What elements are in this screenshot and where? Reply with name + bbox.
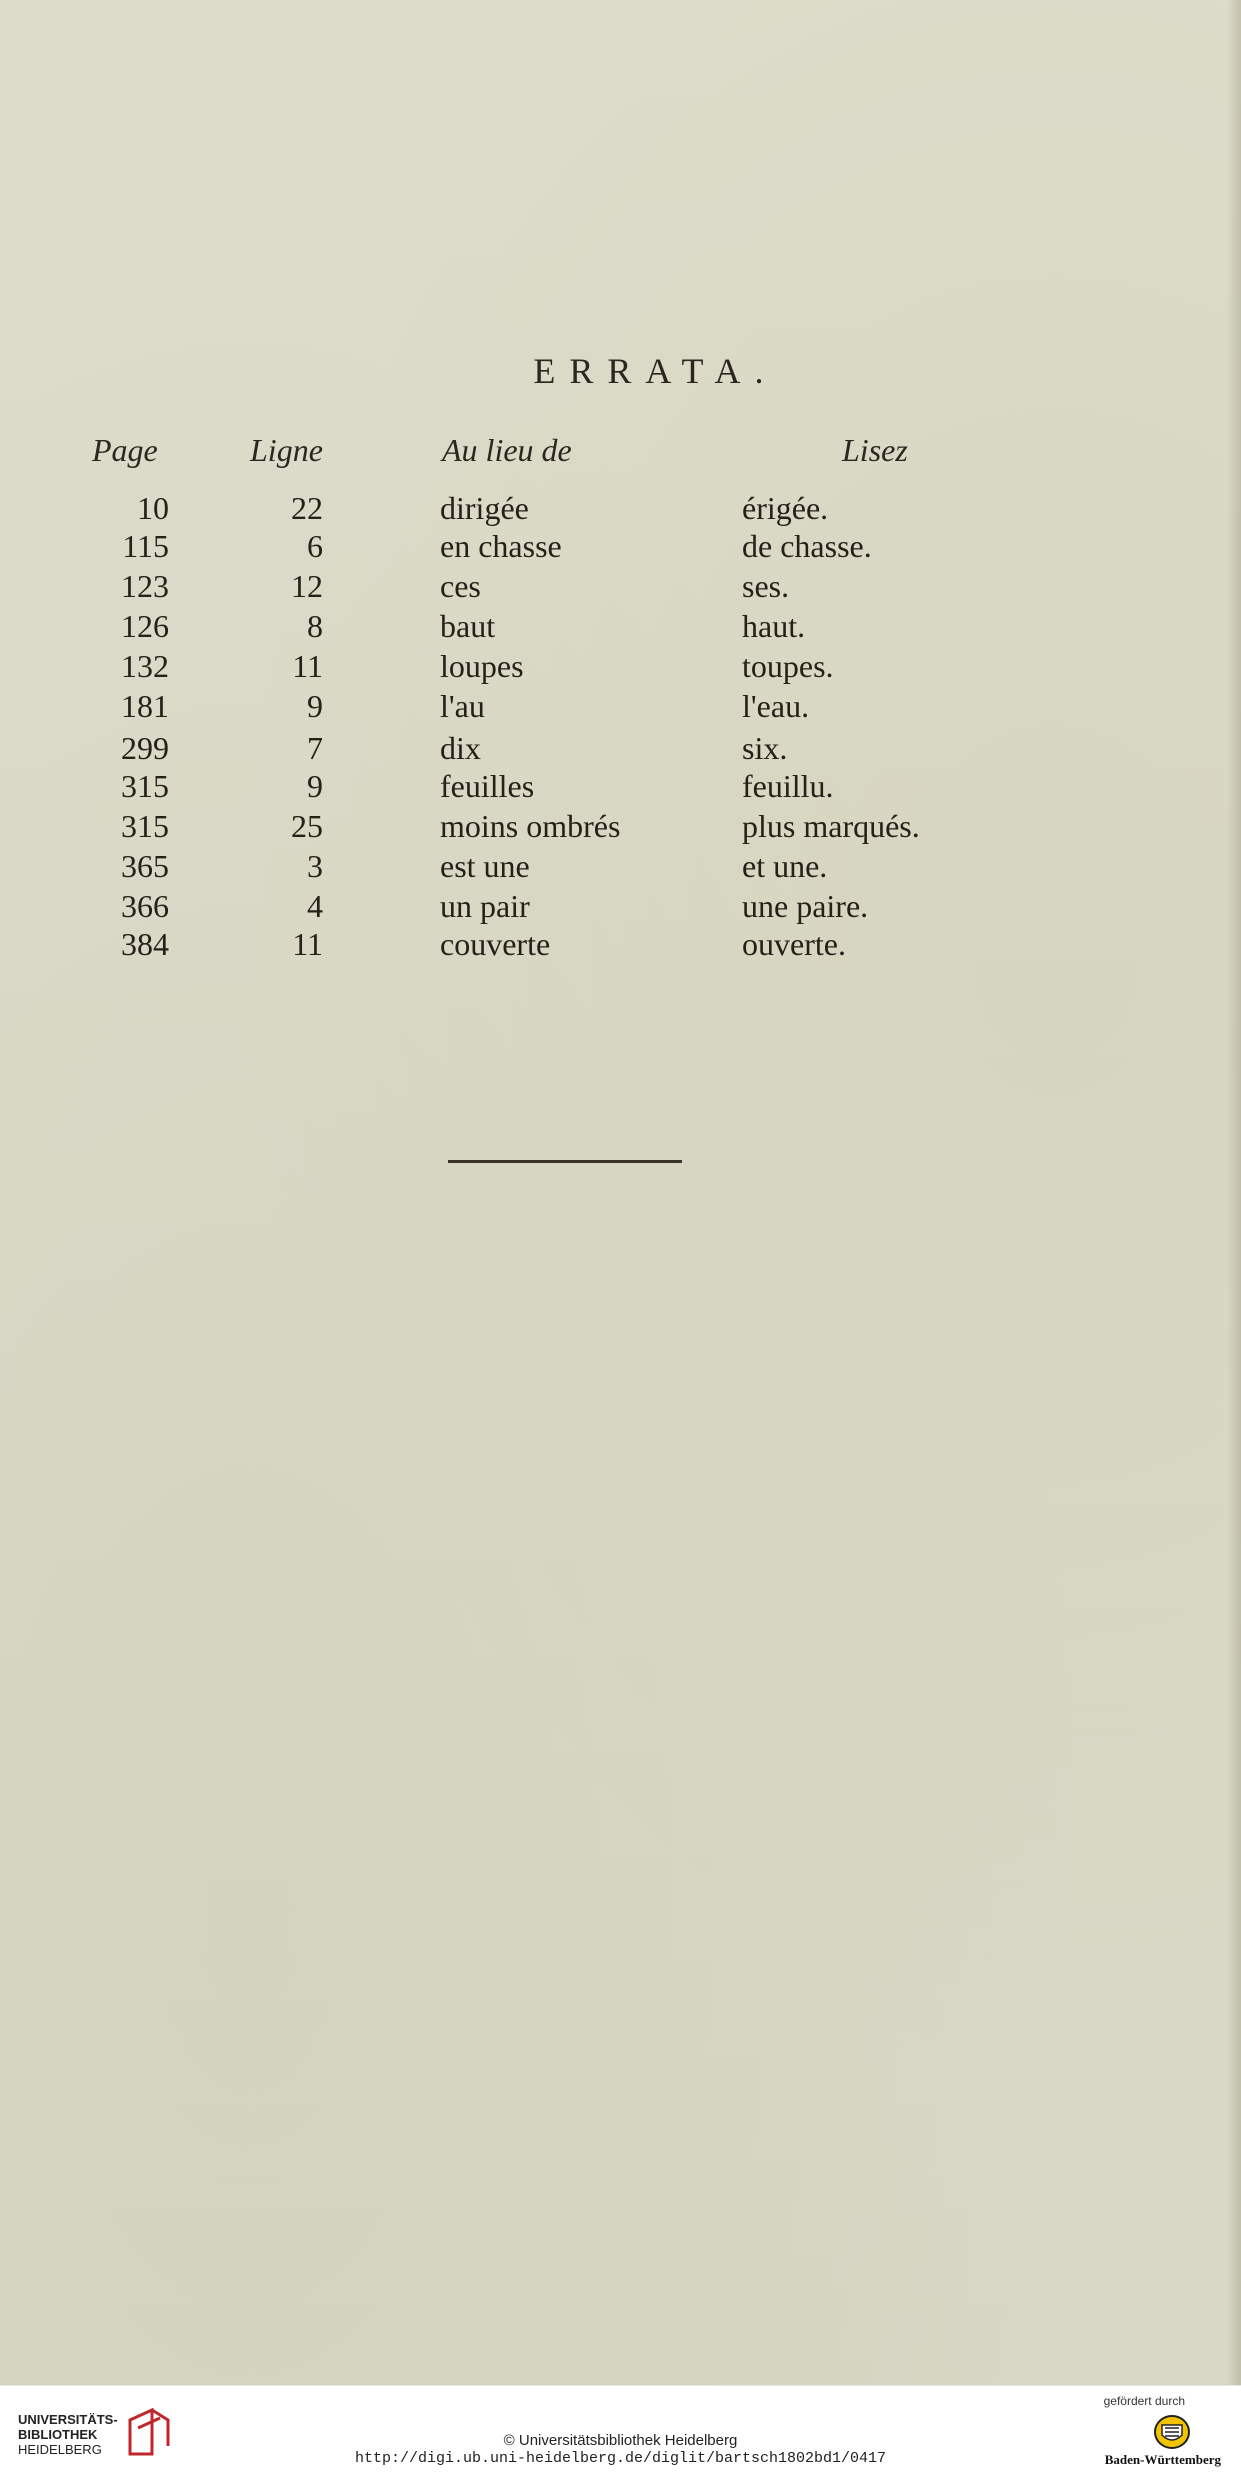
viewer-footer	[0, 2385, 1241, 2472]
errata-lisez-cell: haut.	[742, 608, 806, 644]
errata-row	[0, 886, 1241, 926]
errata-lisez-cell: et une.	[742, 848, 828, 884]
errata-page-cell: 181	[121, 688, 169, 724]
permalink-url[interactable]: http://digi.ub.uni-heidelberg.de/diglit/bartsch1802bd1/0417	[354, 2450, 887, 2467]
errata-ligne-cell: 9	[307, 768, 323, 804]
errata-lisez-cell: six.	[742, 730, 788, 766]
errata-lisez-cell: érigée.	[742, 490, 829, 526]
errata-row	[0, 806, 1241, 846]
errata-ligne-cell: 11	[292, 926, 323, 962]
errata-ligne-cell: 8	[307, 608, 323, 644]
errata-au-lieu-de-cell: moins ombrés	[440, 808, 621, 844]
errata-ligne-cell: 3	[307, 848, 323, 884]
errata-row	[0, 924, 1241, 964]
errata-lisez-cell: feuillu.	[742, 768, 834, 804]
baden-wuerttemberg-logo-icon	[1153, 2414, 1191, 2450]
header-page: Page	[92, 432, 158, 468]
errata-au-lieu-de-cell: en chasse	[440, 528, 562, 564]
errata-page-cell: 123	[121, 568, 169, 604]
errata-ligne-cell: 11	[292, 648, 323, 684]
errata-page-cell: 115	[122, 528, 169, 564]
errata-row	[0, 566, 1241, 606]
errata-lisez-cell: toupes.	[742, 648, 834, 684]
header-ligne: Ligne	[250, 432, 323, 468]
errata-page-cell: 366	[121, 888, 169, 924]
errata-lisez-cell: plus marqués.	[742, 808, 920, 844]
errata-ligne-cell: 25	[291, 808, 323, 844]
errata-au-lieu-de-cell: loupes	[440, 648, 524, 684]
library-name-line3: HEIDELBERG	[18, 2442, 102, 2457]
library-name-line2: BIBLIOTHEK	[18, 2427, 98, 2442]
library-name-line1: UNIVERSITÄTS-	[18, 2412, 118, 2427]
errata-ligne-cell: 12	[291, 568, 323, 604]
errata-page-cell: 126	[121, 608, 169, 644]
errata-au-lieu-de-cell: ces	[440, 568, 481, 604]
header-lisez: Lisez	[842, 432, 908, 468]
errata-title: ERRATA.	[533, 351, 778, 391]
errata-au-lieu-de-cell: dirigée	[440, 490, 529, 526]
header-au-lieu-de: Au lieu de	[442, 432, 572, 468]
errata-lisez-cell: l'eau.	[742, 688, 810, 724]
errata-row	[0, 488, 1241, 528]
errata-au-lieu-de-cell: l'au	[440, 688, 485, 724]
errata-au-lieu-de-cell: un pair	[440, 888, 530, 924]
errata-lisez-cell: de chasse.	[742, 528, 872, 564]
errata-row	[0, 846, 1241, 886]
errata-row	[0, 728, 1241, 768]
errata-row	[0, 646, 1241, 686]
errata-au-lieu-de-cell: feuilles	[440, 768, 535, 804]
errata-au-lieu-de-cell: est une	[440, 848, 530, 884]
errata-page-cell: 10	[137, 490, 169, 526]
sponsor-label: gefördert durch	[1103, 2394, 1185, 2408]
errata-page-cell: 299	[121, 730, 169, 766]
errata-ligne-cell: 22	[291, 490, 323, 526]
errata-au-lieu-de-cell: dix	[440, 730, 481, 766]
errata-ligne-cell: 6	[307, 528, 323, 564]
errata-row	[0, 606, 1241, 646]
errata-row	[0, 766, 1241, 806]
errata-page-cell: 315	[121, 808, 169, 844]
errata-ligne-cell: 4	[307, 888, 323, 924]
errata-au-lieu-de-cell: baut	[440, 608, 496, 644]
errata-ligne-cell: 9	[307, 688, 323, 724]
errata-lisez-cell: ses.	[742, 568, 790, 604]
copyright-notice: © Universitätsbibliothek Heidelberg	[503, 2432, 738, 2449]
errata-au-lieu-de-cell: couverte	[440, 926, 551, 962]
errata-lisez-cell: une paire.	[742, 888, 869, 924]
sponsor-name: Baden-Württemberg	[1104, 2452, 1221, 2467]
errata-ligne-cell: 7	[307, 730, 323, 766]
errata-lisez-cell: ouverte.	[742, 926, 846, 962]
errata-row	[0, 686, 1241, 726]
errata-page-cell: 315	[121, 768, 169, 804]
errata-row	[0, 526, 1241, 566]
errata-page-cell: 365	[121, 848, 169, 884]
errata-page-cell: 384	[121, 926, 169, 962]
errata-page-cell: 132	[121, 648, 169, 684]
closing-rule	[448, 1160, 682, 1163]
